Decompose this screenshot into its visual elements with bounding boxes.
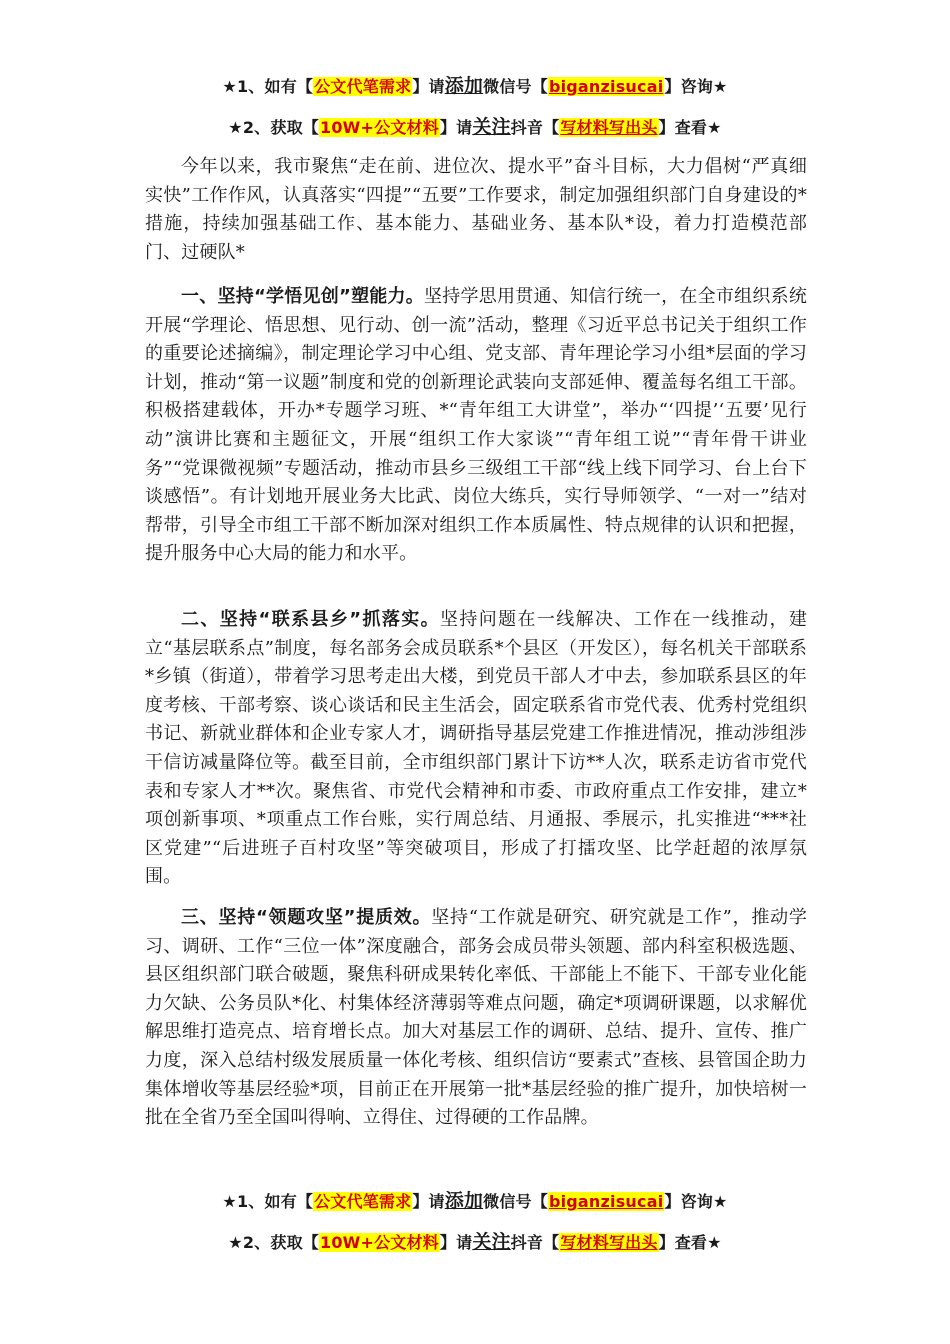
section-heading: 一、坚持“学悟见创”塑能力。: [181, 286, 425, 307]
promo-emphasis: 关注: [472, 116, 511, 138]
section-heading: 二、坚持“联系县乡”抓落实。: [181, 609, 440, 630]
intro-paragraph: 今年以来，我市聚焦“走在前、进位次、提水平”奋斗目标，大力倡树“严真细实快”工作作风，认真落实“四提”“五要”工作要求，制定加强组织部门自身建设的*措施，持续加强基础工作、基本能力、基础业务、基本队*设，着力打造模范部门、过硬队*: [145, 156, 807, 263]
section-3: [145, 904, 807, 1133]
section-text: 坚持学思用贯通、知信行统一，在全市组织系统开展“学理论、悟思想、见行动、创一流”活动，整理《习近平总书记关于组织工作的重要论述摘编》，制定理论学习中心组、党支部、青年理论学习小组*层面的学习计划，推动“第一议题”制度和党的创新理论武装向支部延伸、覆盖每名组工干部。积极搭建载体，开办*专题学习班、*“青年组工大讲堂”，举办“‘四提’‘五要’见行动”演讲比赛和主题征文，开展“组织工作大家谈”“青年组工说”“青年骨干讲业务”“党课微视频”专题活动，推动市县乡三级组工干部“线上线下同学习、台上台下谈感悟”。有计划地开展业务大比武、岗位大练兵，实行导师领学、“一对一”结对帮带，引导全市组工干部不断加深对组织工作本质属性、特点规律的认识和把握，提升服务中心大局的能力和水平。: [145, 286, 807, 565]
promo-text: 】请: [412, 77, 445, 96]
promo-highlight-service: 公文代笔需求: [314, 77, 412, 96]
section-1: [145, 283, 807, 569]
promo-suffix: 】查看★: [658, 1233, 722, 1252]
douyin-account-link[interactable]: 写材料写出头: [560, 1233, 658, 1252]
promo-highlight-materials: 10W+公文材料: [319, 118, 439, 137]
promo-text: 微信号【: [483, 1192, 548, 1211]
promo-suffix: 】查看★: [658, 118, 722, 137]
promo-emphasis: 添加: [444, 75, 484, 97]
document-body: [145, 153, 807, 267]
promo-prefix: ★1、如有【: [222, 1192, 314, 1211]
promo-emphasis: 添加: [444, 1190, 484, 1212]
section-text: 坚持问题在一线解决、工作在一线推动，建立“基层联系点”制度，每名部务会成员联系*个县区（开发区），每名机关干部联系*乡镇（街道），带着学习思考走出大楼，到党员干部人才中去，参加联系县区的年度考核、干部考察、谈心谈话和民主生活会，固定联系省市党代表、优秀村党组织书记、新就业群体和企业专家人才，调研指导基层党建工作推进情况，推动涉组涉干信访减量降位等。截至目前，全市组织部门累计下访**人次，联系走访省市党代表和专家人才**次。聚焦省、市党代会精神和市委、市政府重点工作安排，建立*项创新事项、*项重点工作台账，实行周总结、月通报、季展示，扎实推进“***社区党建”“后进班子百村攻坚”等突破项目，形成了打擂攻坚、比学赶超的浓厚氛围。: [145, 609, 807, 888]
promo-top-line-1: [0, 71, 950, 98]
wechat-id-link[interactable]: biganzisucai: [548, 77, 664, 96]
promo-top-line-2: [0, 112, 950, 139]
promo-suffix: 】咨询★: [664, 77, 728, 96]
promo-text: 抖音【: [510, 1233, 560, 1252]
section-paragraph: [145, 904, 807, 1133]
section-paragraph: [145, 606, 807, 892]
promo-highlight-service: 公文代笔需求: [314, 1192, 412, 1211]
promo-prefix: ★1、如有【: [222, 77, 314, 96]
promo-highlight-materials: 10W+公文材料: [319, 1233, 439, 1252]
promo-emphasis: 关注: [472, 1231, 511, 1253]
wechat-id-link[interactable]: biganzisucai: [548, 1192, 664, 1211]
promo-prefix: ★2、获取【: [228, 118, 319, 137]
promo-bottom-line-1: [0, 1186, 950, 1213]
promo-prefix: ★2、获取【: [228, 1233, 319, 1252]
promo-suffix: 】咨询★: [664, 1192, 728, 1211]
promo-bottom-line-2: [0, 1227, 950, 1254]
section-text: 坚持“工作就是研究、研究就是工作”，推动学习、调研、工作“三位一体”深度融合，部务会成员带头领题、部内科室积极选题、县区组织部门联合破题，聚焦科研成果转化率低、干部能上不能下、干部专业化能力欠缺、公务员队*化、村集体经济薄弱等难点问题，确定*项调研课题，以求解优解思维打造亮点、培育增长点。加大对基层工作的调研、总结、提升、宣传、推广力度，深入总结村级发展质量一体化考核、组织信访“要素式”查核、县管国企助力集体增收等基层经验*项，目前正在开展第一批*基层经验的推广提升，加快培树一批在全省乃至全国叫得响、立得住、过得硬的工作品牌。: [145, 907, 807, 1129]
section-paragraph: [145, 283, 807, 569]
section-heading: 三、坚持“领题攻坚”提质效。: [181, 907, 432, 928]
promo-text: 抖音【: [510, 118, 560, 137]
promo-text: 】请: [412, 1192, 445, 1211]
douyin-account-link[interactable]: 写材料写出头: [560, 118, 658, 137]
promo-text: 】请: [439, 118, 473, 137]
promo-text: 微信号【: [483, 77, 548, 96]
section-2: [145, 606, 807, 892]
promo-text: 】请: [439, 1233, 473, 1252]
